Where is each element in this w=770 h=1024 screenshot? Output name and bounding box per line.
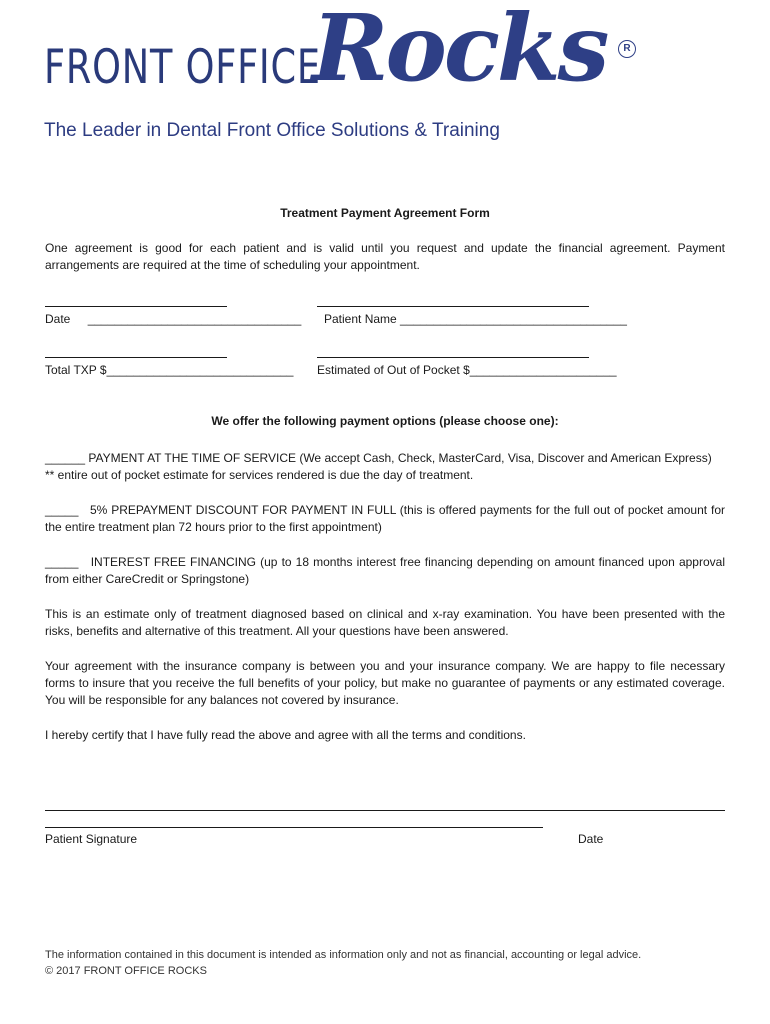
certify-paragraph: I hereby certify that I have fully read the above and agree with all the terms and conditions. [45,728,526,742]
out-of-pocket-blank[interactable]: ______________________ [469,363,617,377]
option-3-blank[interactable]: _____ [45,555,79,569]
date-blank[interactable]: ________________________________ [87,312,302,326]
registered-mark-icon: R [618,40,636,58]
signature-long-rule[interactable] [45,810,725,811]
option-1-text: PAYMENT AT THE TIME OF SERVICE (We accept Cash, Check, MasterCard, Visa, Discover and American Express) [88,451,712,465]
total-txp-label: Total TXP $ [45,363,107,377]
patient-signature-label: Patient Signature [45,832,138,846]
patient-name-blank[interactable]: __________________________________ [400,312,627,326]
option-2-blank[interactable]: _____ [45,503,79,517]
total-txp-field[interactable] [45,363,293,377]
insurance-paragraph: Your agreement with the insurance company is between you and your insurance company. We are happy to file necessary forms to insure that you receive the full benefits of your policy, but make no guarantee of payments or any estimated coverage. You will be responsible for any balances not covered by insurance. [45,659,725,707]
patient-name-top-rule [317,306,589,307]
footer [45,947,641,979]
option-1-note: ** entire out of pocket estimate for services rendered is due the day of treatment. [45,468,474,482]
patient-name-field[interactable] [324,312,627,326]
date-top-rule [45,306,227,307]
patient-name-label: Patient Name [324,312,397,326]
total-txp-top-rule [45,357,227,358]
out-of-pocket-field[interactable] [317,363,617,377]
intro-paragraph: One agreement is good for each patient and is valid until you request and update the financial agreement. Payment arrangements are required at the time of scheduling your appointment. [45,241,725,272]
signature-date-label: Date [578,832,604,846]
payment-options-title: We offer the following payment options (please choose one): [211,414,559,428]
date-label: Date [45,312,71,326]
estimate-paragraph: This is an estimate only of treatment diagnosed based on clinical and x-ray examination. You have been presented with the risks, benefits and alternative of this treatment. All your questions have been answered. [45,607,725,638]
option-3-text: INTEREST FREE FINANCING (up to 18 months interest free financing depending on amount financed upon approval from either CareCredit or Springstone) [45,555,725,586]
form-title: Treatment Payment Agreement Form [280,206,490,220]
logo-front-office-text: FRONT OFFICE [44,40,321,95]
signature-short-rule[interactable] [45,827,543,828]
company-logo [44,0,664,150]
option-1-blank[interactable]: ______ [45,451,86,465]
payment-option-3[interactable] [45,554,725,588]
option-2-text: 5% PREPAYMENT DISCOUNT FOR PAYMENT IN FULL (this is offered payments for the full out of pocket amount for the entire treatment plan 72 hours prior to the first appointment) [45,503,725,534]
date-field[interactable] [45,312,301,326]
logo-tagline: The Leader in Dental Front Office Solutions & Training [44,120,500,141]
logo-rocks-script: Rocks [312,0,607,102]
footer-copyright: © 2017 FRONT OFFICE ROCKS [45,965,207,977]
payment-option-2[interactable] [45,502,725,536]
out-of-pocket-label: Estimated of Out of Pocket $ [317,363,470,377]
footer-disclaimer: The information contained in this document is intended as information only and not as financial, accounting or legal advice. [45,949,642,961]
out-of-pocket-top-rule [317,357,589,358]
total-txp-blank[interactable]: ____________________________ [106,363,294,377]
payment-option-1[interactable] [45,450,725,484]
